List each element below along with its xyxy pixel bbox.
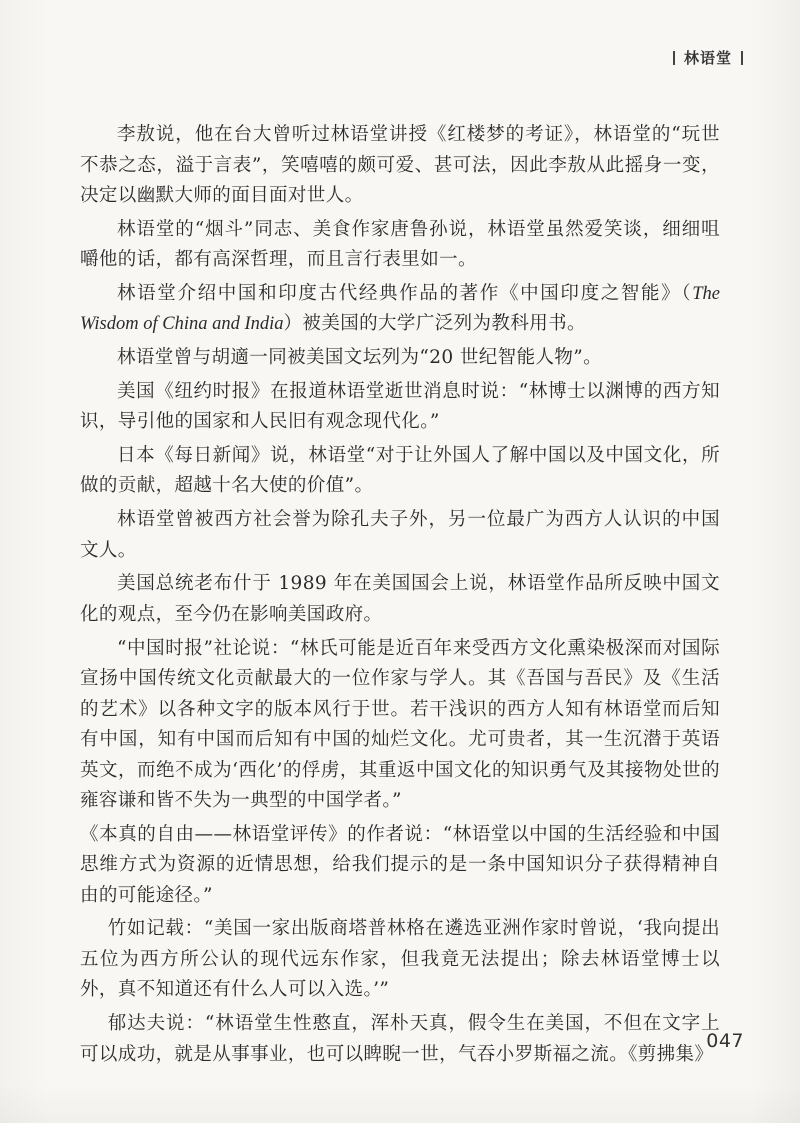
book-title-english: The Wisdom of China and India: [80, 283, 720, 335]
paragraph-mainichi: 日本《每日新闻》说，林语堂“对于让外国人了解中国以及中国文化，所做的贡献，超越十名大使的价值”。: [80, 444, 720, 497]
paragraph-bush: 美国总统老布什于 1989 年在美国国会上说，林语堂作品所反映中国文化的观点，至今仍在影响美国政府。: [80, 573, 720, 625]
running-head-left-rule: [673, 51, 675, 65]
paragraph-zhu-ru: 竹如记载：“美国一家出版商塔普林格在遴选亚洲作家时曾说，‘我向提出五位为西方所公认的现代远东作家，但我竟无法提出；除去林语堂博士以外，真不知道还有什么人可以入选。’”: [80, 918, 720, 1001]
paragraph-yu-dafu: 郁达夫说：“林语堂生性憨直，浑朴天真，假令生在美国，不但在文字上可以成功，就是从事事业，也可以睥睨一世，气吞小罗斯福之流。《剪拂集》: [80, 1013, 720, 1065]
paragraph-tang-lusun: 林语堂的“烟斗”同志、美食作家唐鲁孙说，林语堂虽然爱笑谈，细细咀嚼他的话，都有高深哲理，而且言行表里如一。: [80, 218, 720, 271]
paragraph-wisdom-book-after: ）被美国的大学广泛列为教科用书。: [283, 313, 586, 335]
paragraph-confucius: 林语堂曾被西方社会誉为除孔夫子外，另一位最广为西方人认识的中国文人。: [80, 509, 720, 561]
body-text: [80, 120, 720, 1073]
paragraph-nyt: 美国《纽约时报》在报道林语堂逝世消息时说：“林博士以渊博的西方知识，导引他的国家和人民旧有观念现代化。”: [80, 380, 720, 433]
running-head-right-rule: [741, 51, 743, 65]
page-edge-shadow: [0, 1083, 800, 1123]
paragraph-li-ao: 李敖说，他在台大曾听过林语堂讲授《红楼梦的考证》，林语堂的“玩世不恭之态，溢于言表”，笑嘻嘻的颇可爱、甚可法，因此李敖从此摇身一变，决定以幽默大师的面目面对世人。: [80, 124, 720, 206]
running-head-title: 林语堂: [683, 49, 732, 67]
running-head: [664, 47, 752, 68]
paragraph-biography: 《本真的自由——林语堂评传》的作者说：“林语堂以中国的生活经验和中国思维方式为资源的近情思想，给我们提示的是一条中国知识分子获得精神自由的可能途径。”: [80, 823, 720, 906]
paragraph-wisdom-book-before: 林语堂介绍中国和印度古代经典作品的著作《中国印度之智能》（: [117, 282, 693, 304]
paragraph-china-times: “中国时报”社论说：“林氏可能是近百年来受西方文化熏染极深而对国际宣扬中国传统文化贡献最大的一位作家与学人。其《吾国与吾民》及《生活的艺术》以各种文字的版本风行于世。若干浅识的西方人知有林语堂而后知有中国，知有中国而后知有中国的灿烂文化。尤可贵者，其一生沉潜于英语英文，而绝不成为‘西化’的俘虏，其重返中国文化的知识勇气及其接物处世的雍容谦和皆不失为一典型的中国学者。”: [80, 637, 720, 811]
page-number: 047: [706, 1030, 744, 1052]
paragraph-hu-shi: 林语堂曾与胡適一同被美国文坛列为“20 世纪智能人物”。: [117, 347, 603, 369]
paragraph-wisdom-book: [80, 279, 720, 340]
